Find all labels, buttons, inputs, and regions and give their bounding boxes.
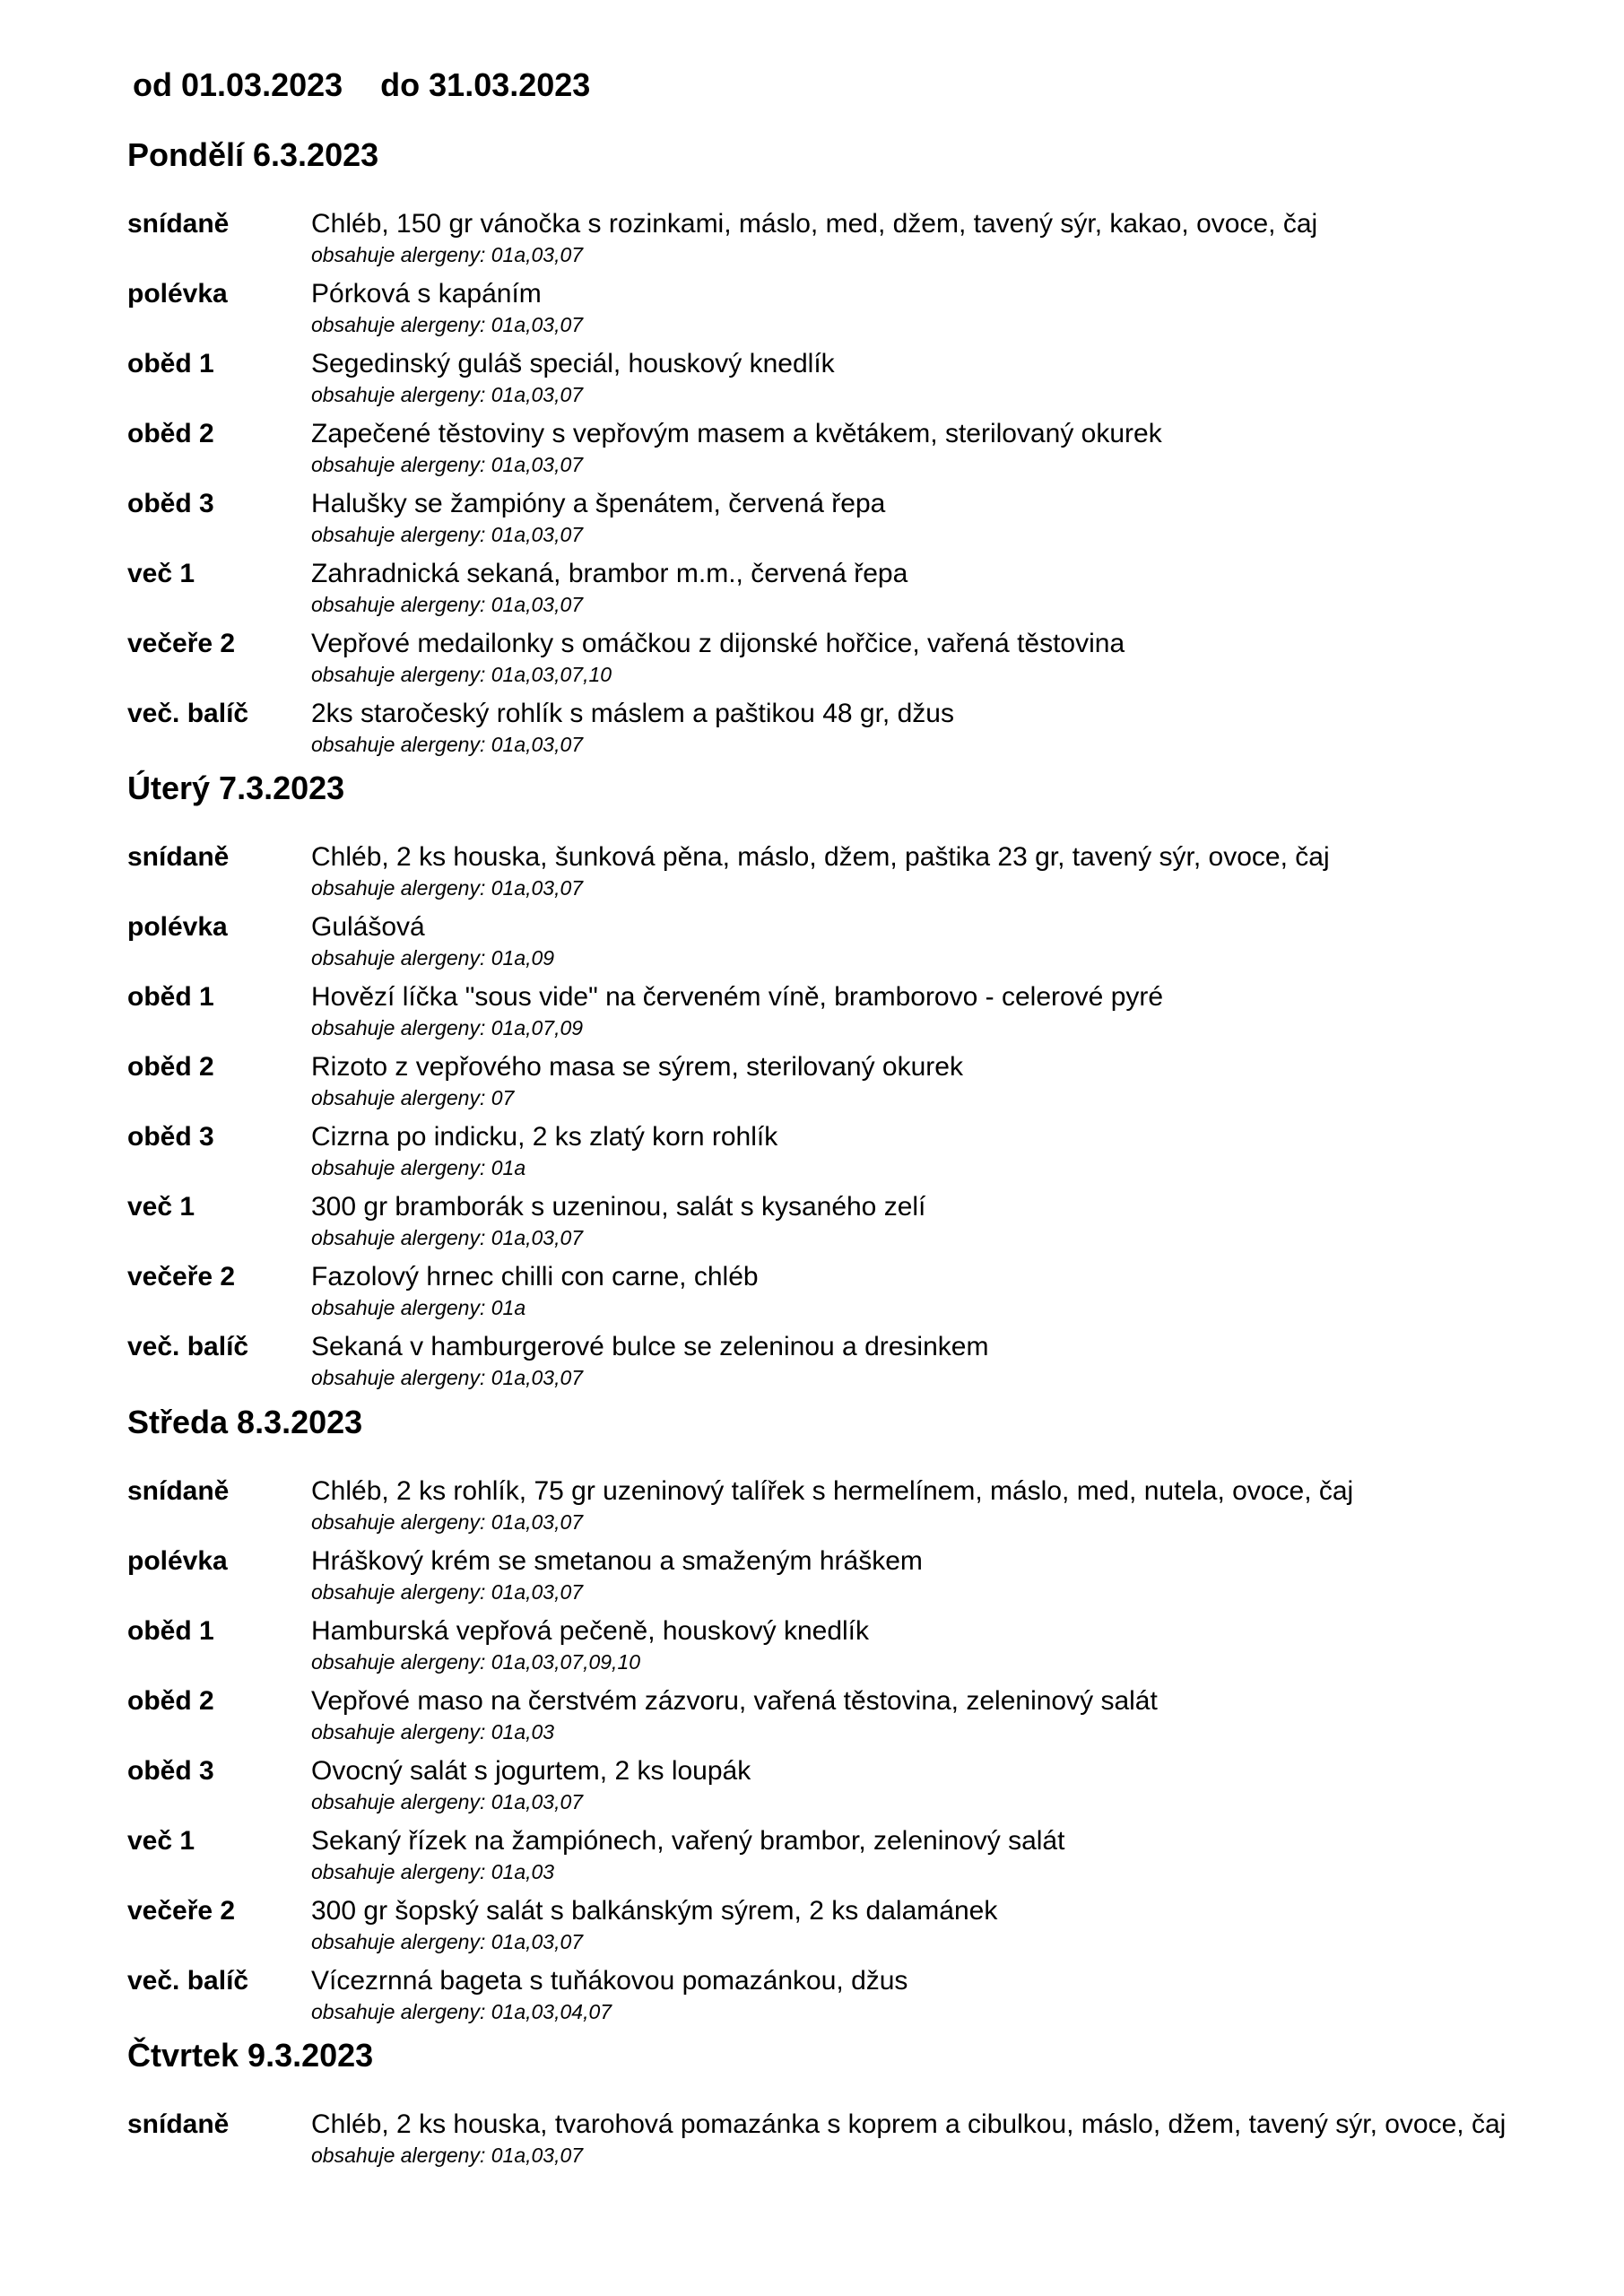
meal-allergens: obsahuje alergeny: 01a,03,07,09,10 (311, 1650, 641, 1674)
meal-description: Hráškový krém se smetanou a smaženým hráškem (311, 1546, 923, 1576)
meal-allergens: obsahuje alergeny: 01a,03 (311, 1720, 555, 1744)
meal-allergens: obsahuje alergeny: 01a,03,07 (311, 1930, 584, 1953)
meal-row-lunch-2 (127, 419, 1580, 489)
meal-allergens: obsahuje alergeny: 01a,03,07 (311, 1366, 584, 1389)
meal-row-breakfast (127, 209, 1580, 279)
meal-label: oběd 3 (127, 1756, 214, 1786)
period-from: od 01.03.2023 (133, 66, 343, 103)
date-range-header (133, 66, 590, 104)
meal-row-lunch-1 (127, 349, 1580, 419)
meal-row-evening-package (127, 1332, 1580, 1402)
meal-description: Chléb, 150 gr vánočka s rozinkami, máslo, med, džem, tavený sýr, kakao, ovoce, čaj (311, 209, 1318, 239)
day-title: Středa 8.3.2023 (127, 1404, 363, 1440)
meal-allergens: obsahuje alergeny: 01a,03,07 (311, 1790, 584, 1813)
meal-description: Cizrna po indicku, 2 ks zlatý korn rohlík (311, 1122, 778, 1152)
meal-label: več 1 (127, 1826, 195, 1856)
meal-description: Vícezrnná bageta s tuňákovou pomazánkou, džus (311, 1966, 908, 1996)
meal-description: Sekaný řízek na žampiónech, vařený brambor, zeleninový salát (311, 1826, 1065, 1856)
meal-description: Halušky se žampióny a špenátem, červená řepa (311, 489, 886, 518)
meal-allergens: obsahuje alergeny: 01a (311, 1156, 526, 1179)
meal-label: oběd 1 (127, 349, 214, 378)
meal-row-breakfast (127, 2109, 1580, 2179)
meal-label: večeře 2 (127, 629, 236, 658)
meal-allergens: obsahuje alergeny: 01a,03,07 (311, 733, 584, 756)
meal-row-lunch-3 (127, 1122, 1580, 1192)
day-section-wednesday (127, 1406, 1580, 2036)
meal-label: oběd 2 (127, 1052, 214, 1082)
meal-row-breakfast (127, 1476, 1580, 1546)
meal-description: Segedinský guláš speciál, houskový knedlík (311, 349, 835, 378)
meal-row-lunch-3 (127, 1756, 1580, 1826)
meal-row-soup (127, 1546, 1580, 1616)
meal-description: Fazolový hrnec chilli con carne, chléb (311, 1262, 759, 1292)
meal-allergens: obsahuje alergeny: 07 (311, 1086, 515, 1109)
meal-label: oběd 1 (127, 1616, 214, 1646)
meal-allergens: obsahuje alergeny: 01a,03,07 (311, 453, 584, 476)
meal-description: Gulášová (311, 912, 425, 942)
meal-label: več 1 (127, 559, 195, 588)
meal-label: polévka (127, 1546, 228, 1576)
meal-row-breakfast (127, 842, 1580, 912)
day-section-tuesday (127, 772, 1580, 1402)
meal-label: polévka (127, 279, 228, 309)
meal-description: Ovocný salát s jogurtem, 2 ks loupák (311, 1756, 751, 1786)
meal-row-dinner-2 (127, 1262, 1580, 1332)
day-title: Úterý 7.3.2023 (127, 770, 345, 806)
meal-label: več. balíč (127, 1332, 249, 1361)
meal-allergens: obsahuje alergeny: 01a,03,07 (311, 593, 584, 616)
meal-label: snídaně (127, 2109, 230, 2139)
meal-allergens: obsahuje alergeny: 01a,03,07,10 (311, 663, 612, 686)
meal-row-dinner-1 (127, 1192, 1580, 1262)
meal-allergens: obsahuje alergeny: 01a,03,07 (311, 383, 584, 406)
meal-allergens: obsahuje alergeny: 01a,03,07 (311, 2144, 584, 2167)
meal-row-lunch-1 (127, 982, 1580, 1052)
day-section-monday (127, 136, 1580, 769)
meal-description: Zahradnická sekaná, brambor m.m., červená řepa (311, 559, 908, 588)
meal-allergens: obsahuje alergeny: 01a,03 (311, 1860, 555, 1883)
meal-label: več. balíč (127, 1966, 249, 1996)
meal-row-evening-package (127, 699, 1580, 769)
meal-allergens: obsahuje alergeny: 01a,07,09 (311, 1016, 584, 1039)
meal-description: Hovězí líčka "sous vide" na červeném víně, bramborovo - celerové pyré (311, 982, 1164, 1012)
meal-row-lunch-1 (127, 1616, 1580, 1686)
meal-description: Pórková s kapáním (311, 279, 542, 309)
meal-row-lunch-3 (127, 489, 1580, 559)
meal-description: 300 gr bramborák s uzeninou, salát s kysaného zelí (311, 1192, 926, 1222)
meal-label: oběd 1 (127, 982, 214, 1012)
meal-row-lunch-2 (127, 1052, 1580, 1122)
meal-description: Vepřové maso na čerstvém zázvoru, vařená těstovina, zeleninový salát (311, 1686, 1158, 1716)
meal-row-dinner-1 (127, 1826, 1580, 1896)
meal-label: večeře 2 (127, 1262, 236, 1292)
meal-description: Zapečené těstoviny s vepřovým masem a květákem, sterilovaný okurek (311, 419, 1162, 448)
meal-row-dinner-1 (127, 559, 1580, 629)
period-to: do 31.03.2023 (380, 66, 591, 103)
meal-allergens: obsahuje alergeny: 01a,03,07 (311, 1510, 584, 1534)
meal-row-lunch-2 (127, 1686, 1580, 1756)
meal-allergens: obsahuje alergeny: 01a,03,07 (311, 523, 584, 546)
meal-label: oběd 2 (127, 1686, 214, 1716)
meal-row-evening-package (127, 1966, 1580, 2036)
meal-row-dinner-2 (127, 1896, 1580, 1966)
meal-description: 300 gr šopský salát s balkánským sýrem, 2 ks dalamánek (311, 1896, 998, 1926)
meal-allergens: obsahuje alergeny: 01a,03,07 (311, 876, 584, 900)
meal-allergens: obsahuje alergeny: 01a,03,04,07 (311, 2000, 612, 2023)
meal-label: večeře 2 (127, 1896, 236, 1926)
day-section-thursday (127, 2039, 1580, 2179)
meal-allergens: obsahuje alergeny: 01a,09 (311, 946, 555, 970)
meal-label: oběd 2 (127, 419, 214, 448)
meal-row-dinner-2 (127, 629, 1580, 699)
meal-description: Sekaná v hamburgerové bulce se zeleninou a dresinkem (311, 1332, 989, 1361)
meal-description: Hamburská vepřová pečeně, houskový knedlík (311, 1616, 870, 1646)
meal-allergens: obsahuje alergeny: 01a,03,07 (311, 243, 584, 266)
meal-allergens: obsahuje alergeny: 01a,03,07 (311, 313, 584, 336)
meal-description: Rizoto z vepřového masa se sýrem, sterilovaný okurek (311, 1052, 963, 1082)
meal-description: Chléb, 2 ks houska, tvarohová pomazánka s koprem a cibulkou, máslo, džem, tavený sýr, ovoce, čaj (311, 2109, 1507, 2139)
meal-description: 2ks staročeský rohlík s máslem a paštikou 48 gr, džus (311, 699, 954, 728)
meal-allergens: obsahuje alergeny: 01a,03,07 (311, 1580, 584, 1604)
meal-label: snídaně (127, 209, 230, 239)
meal-label: več. balíč (127, 699, 249, 728)
meal-allergens: obsahuje alergeny: 01a (311, 1296, 526, 1319)
meal-description: Vepřové medailonky s omáčkou z dijonské hořčice, vařená těstovina (311, 629, 1125, 658)
meal-label: snídaně (127, 842, 230, 872)
meal-description: Chléb, 2 ks rohlík, 75 gr uzeninový talířek s hermelínem, máslo, med, nutela, ovoce, čaj (311, 1476, 1354, 1506)
day-title: Pondělí 6.3.2023 (127, 136, 379, 173)
meal-label: snídaně (127, 1476, 230, 1506)
meal-allergens: obsahuje alergeny: 01a,03,07 (311, 1226, 584, 1249)
meal-label: oběd 3 (127, 489, 214, 518)
meal-label: več 1 (127, 1192, 195, 1222)
meal-description: Chléb, 2 ks houska, šunková pěna, máslo, džem, paštika 23 gr, tavený sýr, ovoce, čaj (311, 842, 1330, 872)
meal-row-soup (127, 912, 1580, 982)
meal-label: polévka (127, 912, 228, 942)
meal-label: oběd 3 (127, 1122, 214, 1152)
meal-row-soup (127, 279, 1580, 349)
day-title: Čtvrtek 9.3.2023 (127, 2037, 374, 2074)
